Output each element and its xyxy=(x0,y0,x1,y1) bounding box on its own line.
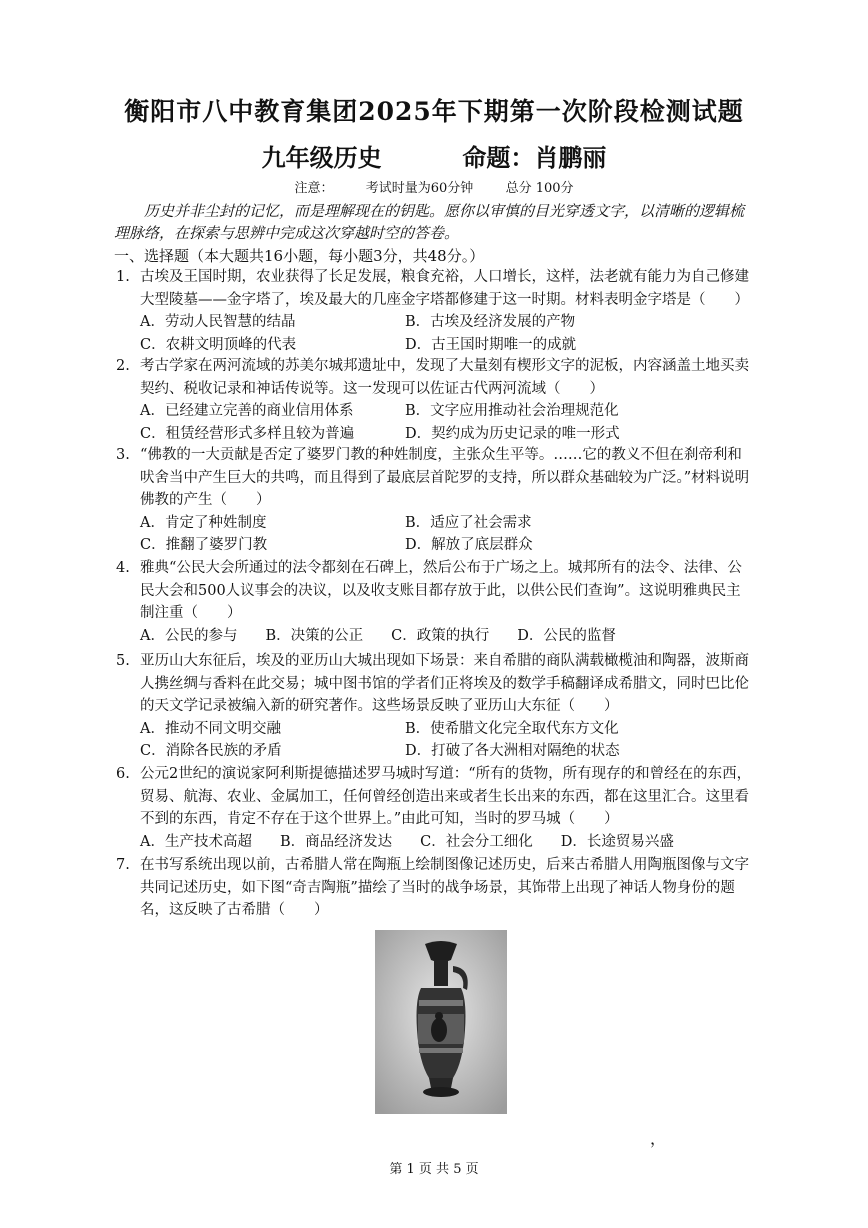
option-list xyxy=(140,625,754,648)
question-number: 2. xyxy=(116,358,130,374)
question-number: 6. xyxy=(116,766,130,782)
notice-time: 考试时量为60分钟 xyxy=(365,181,474,196)
option-b[interactable]: B．古埃及经济发展的产物 xyxy=(405,314,576,330)
option-list xyxy=(140,311,754,356)
question-7 xyxy=(116,854,754,922)
question-stem: 公元2世纪的演说家阿利斯提德描述罗马城时写道：“所有的货物，所有现存的和曾经在的东西，贸易、航海、农业、金属加工，任何曾经创造出来或者生长出来的东西，都在这里汇合。这里看不到的东西，肯定不存在于这个世界上。”由此可知，当时的罗马城（ ） xyxy=(140,766,752,827)
option-c[interactable]: C．政策的执行 xyxy=(391,627,490,644)
notice-score: 总分 100分 xyxy=(505,181,574,196)
question-stem: 古埃及王国时期，农业获得了长足发展，粮食充裕，人口增长，这样，法老就有能力为自己修建大型陵墓——金字塔了，埃及最大的几座金字塔都修建于这一时期。材料表明金字塔是（ ） xyxy=(140,269,749,308)
option-b[interactable]: B．商品经济发达 xyxy=(279,833,393,850)
option-a[interactable]: A．推动不同文明交融 xyxy=(140,720,281,737)
exam-title: 衡阳市八中教育集团2025年下期第一次阶段检测试题 xyxy=(124,97,744,126)
option-d[interactable]: D．打破了各大洲相对隔绝的状态 xyxy=(405,743,620,759)
option-c[interactable]: C．租赁经营形式多样且较为普遍 xyxy=(140,425,355,442)
option-a[interactable]: A．肯定了种姓制度 xyxy=(140,514,267,531)
option-list xyxy=(140,512,754,557)
stray-mark: ， xyxy=(650,1129,667,1148)
subject-label: 九年级历史 xyxy=(261,143,382,172)
question-number: 1. xyxy=(116,269,130,285)
section-heading: 一、选择题（本大题共16小题，每小题3分，共48分。） xyxy=(114,247,485,265)
author-label: 命题：肖鹏丽 xyxy=(462,143,607,172)
vase-figure xyxy=(375,930,507,1114)
question-1 xyxy=(116,266,754,356)
question-stem: 考古学家在两河流域的苏美尔城邦遗址中，发现了大量刻有楔形文字的泥板，内容涵盖土地买卖契约、税收记录和神话传说等。这一发现可以佐证古代两河流域（ ） xyxy=(140,358,749,397)
question-2 xyxy=(116,355,754,445)
exam-subtitle xyxy=(0,138,868,173)
option-a[interactable]: A．生产技术高超 xyxy=(140,833,252,850)
notice-label: 注意： xyxy=(294,181,334,196)
option-b[interactable]: B．适应了社会需求 xyxy=(405,514,532,531)
option-b[interactable]: B．决策的公正 xyxy=(265,627,364,644)
option-list xyxy=(140,400,754,445)
question-stem: 亚历山大东征后，埃及的亚历山大城出现如下场景：来自希腊的商队满载橄榄油和陶器，波斯商人携丝绸与香料在此交易；城中图书馆的学者们正将埃及的数学手稿翻译成希腊文，同时巴比伦的天文学记录被编入新的研究著作。这些场景反映了亚历山大东征（ ） xyxy=(140,653,749,714)
option-c[interactable]: C．消除各民族的矛盾 xyxy=(140,743,282,759)
question-3 xyxy=(116,444,754,557)
option-d[interactable]: D．公民的监督 xyxy=(517,627,616,644)
question-number: 4. xyxy=(116,560,130,576)
question-5 xyxy=(116,650,754,763)
option-d[interactable]: D．解放了底层群众 xyxy=(405,537,533,553)
question-stem: 在书写系统出现以前，古希腊人常在陶瓶上绘制图像记述历史，后来古希腊人用陶瓶图像与文字共同记述历史，如下图“奇吉陶瓶”描绘了当时的战争场景，其饰带上出现了神话人物身份的题名，这反映了古希腊（ ） xyxy=(140,857,749,918)
option-c[interactable]: C．社会分工细化 xyxy=(420,833,533,850)
option-a[interactable]: A．劳动人民智慧的结晶 xyxy=(140,314,296,330)
option-list xyxy=(140,831,754,854)
option-c[interactable]: C．推翻了婆罗门教 xyxy=(140,537,268,553)
option-list xyxy=(140,718,754,763)
question-stem: 雅典“公民大会所通过的法令都刻在石碑上，然后公布于广场之上。城邦所有的法令、法律、公民大会和500人议事会的决议，以及收支账目都存放于此，以供公民们查询”。这说明雅典民主制注重（ ） xyxy=(140,560,742,621)
option-a[interactable]: A．已经建立完善的商业信用体系 xyxy=(140,403,354,419)
option-c[interactable]: C．农耕文明顶峰的代表 xyxy=(140,336,297,353)
question-number: 5. xyxy=(116,653,130,669)
question-number: 3. xyxy=(116,447,130,463)
question-stem: “佛教的一大贡献是否定了婆罗门教的种姓制度，主张众生平等。……它的教义不但在刹帝利和吠舍当中产生巨大的共鸣，而且得到了最底层首陀罗的支持，所以群众基础较为广泛。”材料说明佛教的产生（ ） xyxy=(140,447,750,508)
option-d[interactable]: D．古王国时期唯一的成就 xyxy=(405,336,577,353)
option-d[interactable]: D．契约成为历史记录的唯一形式 xyxy=(405,425,620,442)
page-footer: 第 1 页 共 5 页 xyxy=(389,1162,479,1177)
option-b[interactable]: B．文字应用推动社会治理规范化 xyxy=(405,403,619,419)
intro-paragraph: 历史并非尘封的记忆，而是理解现在的钥匙。愿你以审慎的目光穿透文字，以清晰的逻辑梳理脉络，在探索与思辨中完成这次穿越时空的答卷。 xyxy=(114,202,745,242)
option-d[interactable]: D．长途贸易兴盛 xyxy=(560,833,674,850)
option-b[interactable]: B．使希腊文化完全取代东方文化 xyxy=(405,720,619,737)
question-number: 7. xyxy=(116,857,130,873)
exam-notice xyxy=(0,177,868,196)
greek-vase-icon xyxy=(375,930,507,1114)
question-4 xyxy=(116,557,754,647)
question-6 xyxy=(116,763,754,853)
option-a[interactable]: A．公民的参与 xyxy=(140,627,238,644)
